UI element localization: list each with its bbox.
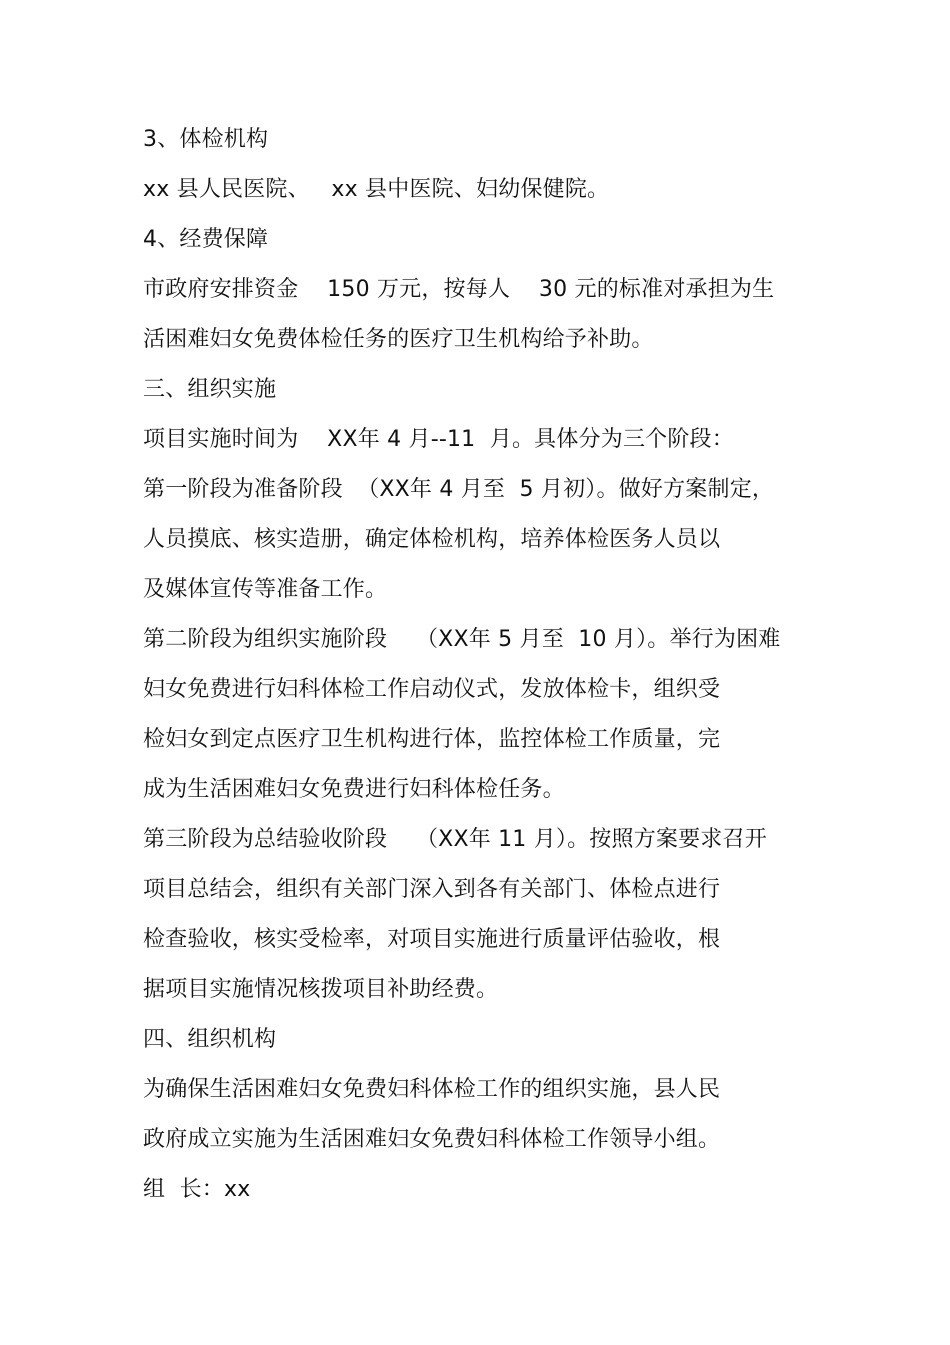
paragraph-line: 检妇女到定点医疗卫生机构进行体，监控体检工作质量，完 bbox=[143, 727, 721, 752]
paragraph-line: 活困难妇女免费体检任务的医疗卫生机构给予补助。 bbox=[143, 327, 654, 352]
paragraph-line: 据项目实施情况核拨项目补助经费。 bbox=[143, 977, 499, 1002]
group-leader-line: 组 长：xx bbox=[143, 1177, 251, 1202]
paragraph-line: 第一阶段为准备阶段 （XX年 4 月至 5 月初）。做好方案制定， bbox=[143, 477, 775, 502]
paragraph-line: 及媒体宣传等准备工作。 bbox=[143, 577, 388, 602]
paragraph-line: 项目总结会，组织有关部门深入到各有关部门、体检点进行 bbox=[143, 877, 721, 902]
paragraph-line: 项目实施时间为 XX年 4 月--11 月。具体分为三个阶段： bbox=[143, 427, 734, 452]
paragraph-line: 妇女免费进行妇科体检工作启动仪式，发放体检卡，组织受 bbox=[143, 677, 721, 702]
section-heading-institutions: 3、体检机构 bbox=[143, 127, 269, 152]
paragraph-line: 市政府安排资金 150 万元，按每人 30 元的标准对承担为生 bbox=[143, 277, 775, 302]
paragraph-line: 为确保生活困难妇女免费妇科体检工作的组织实施，县人民 bbox=[143, 1077, 721, 1102]
section-heading-funding: 4、经费保障 bbox=[143, 227, 269, 252]
section-heading-implementation: 三、组织实施 bbox=[143, 377, 277, 402]
paragraph-line: 第二阶段为组织实施阶段 （XX年 5 月至 10 月）。举行为困难 bbox=[143, 627, 781, 652]
paragraph-line: 政府成立实施为生活困难妇女免费妇科体检工作领导小组。 bbox=[143, 1127, 721, 1152]
paragraph-line: 检查验收，核实受检率，对项目实施进行质量评估验收，根 bbox=[143, 927, 721, 952]
paragraph-line: 人员摸底、核实造册，确定体检机构，培养体检医务人员以 bbox=[143, 527, 721, 552]
section-heading-organization: 四、组织机构 bbox=[143, 1027, 277, 1052]
paragraph-line: xx 县人民医院、 xx 县中医院、妇幼保健院。 bbox=[143, 177, 610, 202]
paragraph-line: 成为生活困难妇女免费进行妇科体检任务。 bbox=[143, 777, 565, 802]
paragraph-line: 第三阶段为总结验收阶段 （XX年 11 月）。按照方案要求召开 bbox=[143, 827, 767, 852]
